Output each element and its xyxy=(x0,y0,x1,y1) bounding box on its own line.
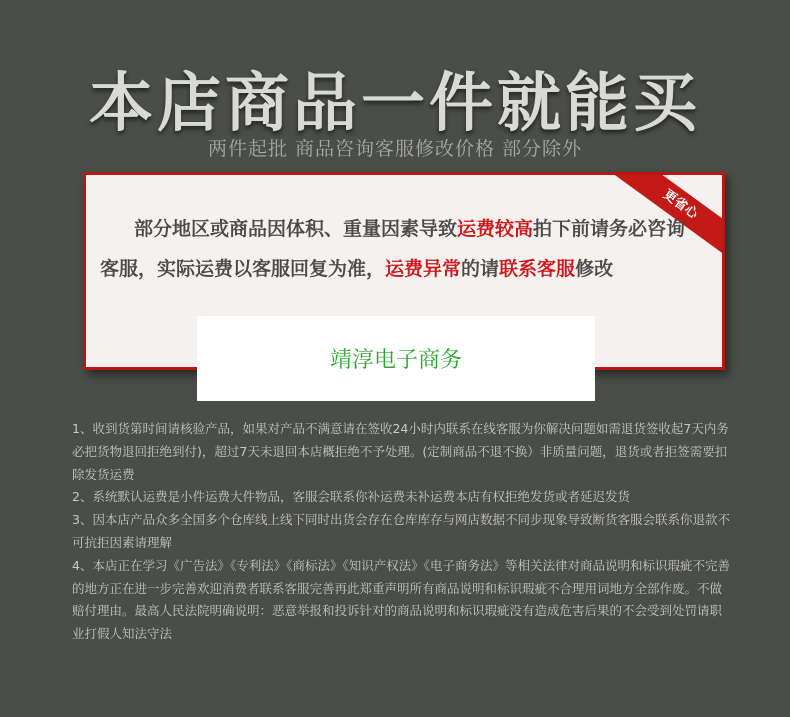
notice-part: 修改 xyxy=(575,258,614,280)
ribbon-badge: 更省心 xyxy=(607,172,725,263)
notice-highlight-shipping-high: 运费较高 xyxy=(457,218,534,240)
terms-item: 1、收到货第时间请核验产品，如果对产品不满意请在签收24小时内联系在线客服为你解决问题如需退货签收起7天内务必把货物退回拒绝到付)，超过7天未退回本店概拒绝不予处理。(定制商品不退不换）非质量问题，退货或者拒签需要扣除发货运费 xyxy=(72,421,729,482)
notice-part: 部分地区或商品因体积、重量因素导致 xyxy=(134,218,458,240)
headline: 本店商品一件就能买 xyxy=(89,67,701,141)
notice-highlight-shipping-abnormal: 运费异常 xyxy=(385,258,462,280)
watermark-box xyxy=(197,316,595,401)
terms-list xyxy=(72,418,732,646)
terms-item: 2、系统默认运费是小件运费大件物品，客服会联系你补运费未补运费本店有权拒绝发货或者延迟发货 xyxy=(72,489,630,505)
watermark-text: 靖淳电子商务 xyxy=(329,348,462,373)
terms-item: 3、因本店产品众多全国多个仓库线上线下同时出货会存在仓库库存与网店数据不同步现象导致断货客服会联系你退款不可抗拒因素请理解 xyxy=(72,512,730,550)
shipping-notice-text xyxy=(100,209,702,289)
notice-part: 的请 xyxy=(461,258,500,280)
terms-item: 4、本店正在学习《广告法》《专利法》《商标法》《知识产权法》《电子商务法》等相关法律对商品说明和标识瑕疵不完善的地方正在进一步完善欢迎消费者联系客服完善再此郑重声明所有商品说明和标识瑕疵不合理用词地方全部作废。不做赔付理由。最高人民法院明确说明：恶意举报和投诉针对的商品说明和标识瑕疵没有造成危害后果的不会受到处罚请职业打假人知法守法 xyxy=(72,557,730,642)
notice-highlight-contact-service: 联系客服 xyxy=(499,258,576,280)
notice-part: 拍下前请务必咨询客服，实际运费以客服回复为准， xyxy=(100,218,686,280)
subheadline: 两件起批 商品咨询客服修改价格 部分除外 xyxy=(207,138,583,160)
